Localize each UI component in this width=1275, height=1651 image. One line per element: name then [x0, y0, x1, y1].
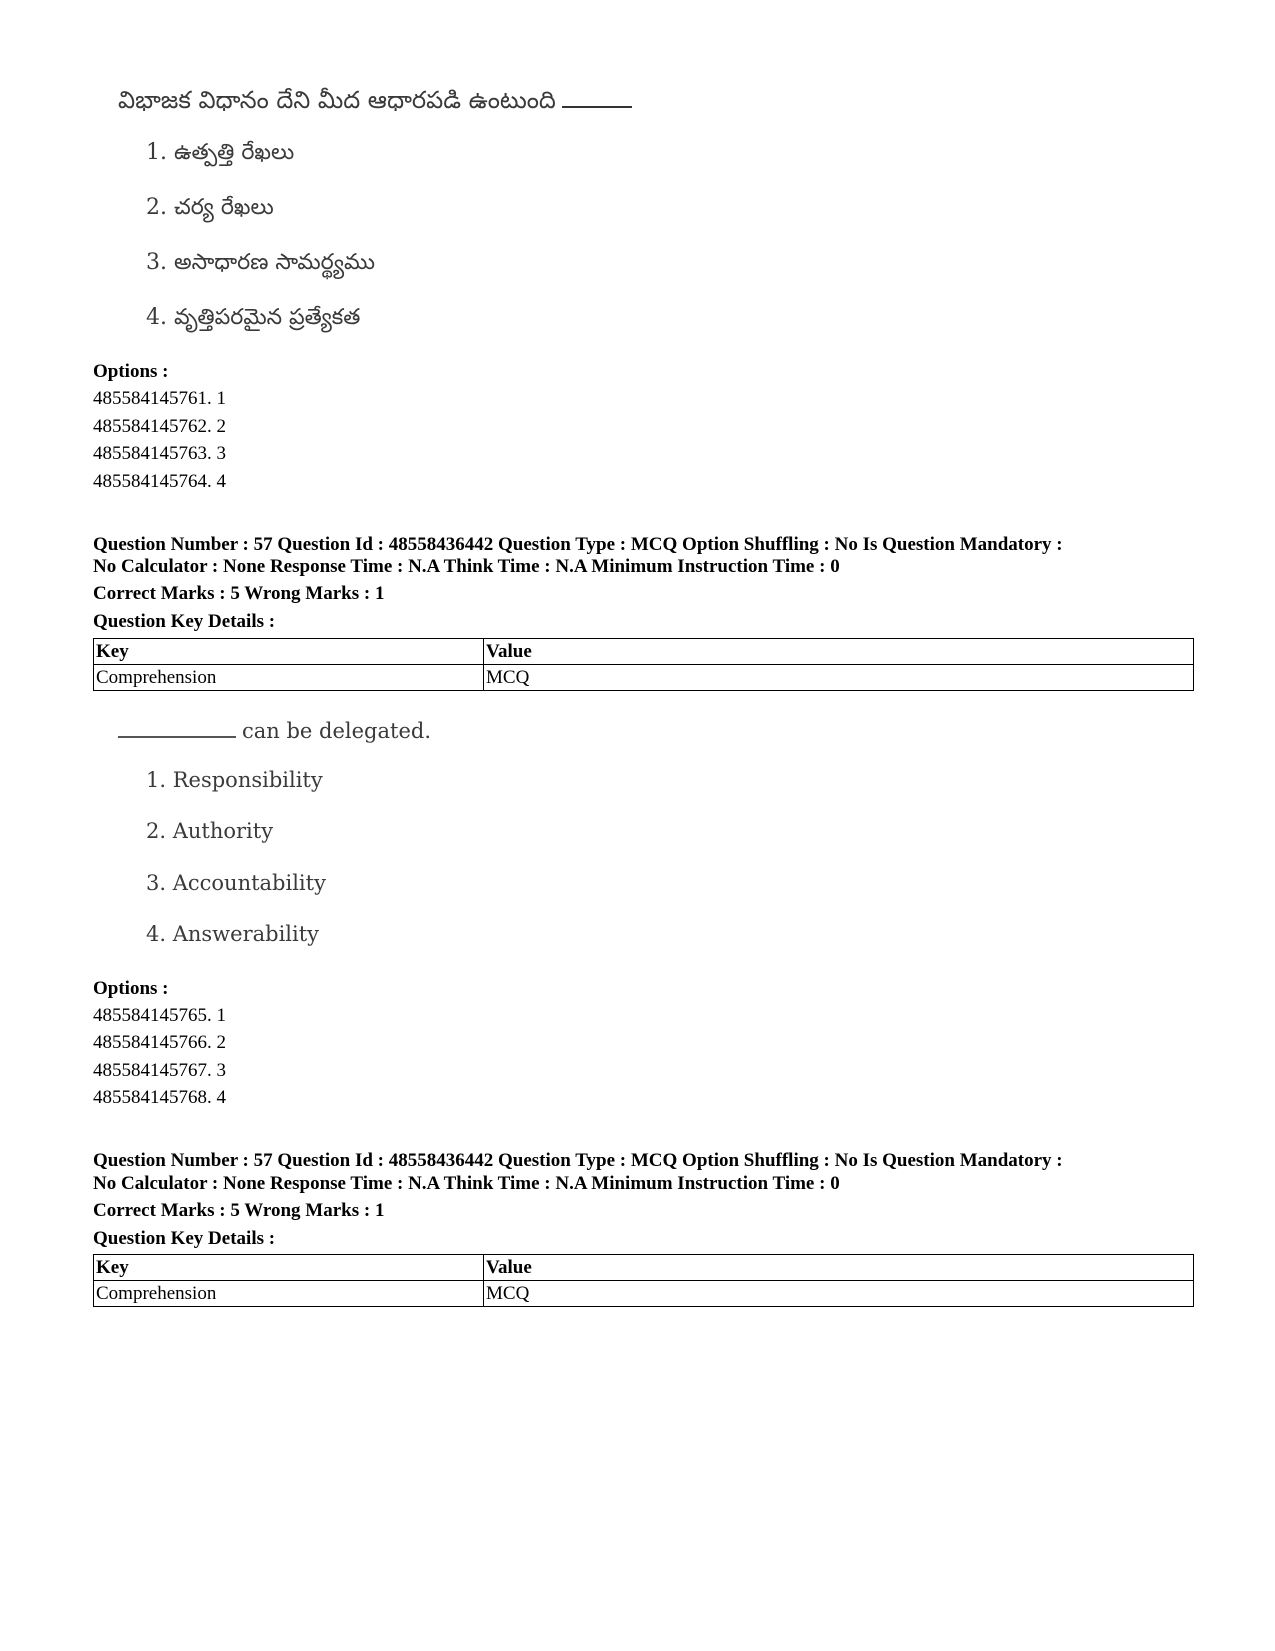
table-row	[94, 1281, 1194, 1307]
table-header-key: Key	[94, 1255, 484, 1281]
question-marks: Correct Marks : 5 Wrong Marks : 1	[93, 1200, 385, 1221]
question-option-3: 3. Accountability	[146, 871, 326, 895]
answer-blank	[562, 86, 632, 108]
option-id-3: 485584145763. 3	[93, 443, 226, 464]
option-id-4: 485584145768. 4	[93, 1087, 226, 1108]
table-header-key: Key	[94, 639, 484, 665]
question-option-1: 1. Responsibility	[146, 768, 323, 792]
table-cell-key: Comprehension	[94, 1281, 484, 1307]
question-option-4: 4. Answerability	[146, 922, 320, 946]
options-heading: Options :	[93, 361, 169, 382]
question-stem-text: can be delegated.	[242, 719, 431, 743]
option-id-1: 485584145761. 1	[93, 388, 226, 409]
key-value-table	[93, 1254, 1194, 1307]
question-meta-line1: Question Number : 57 Question Id : 48558436442 Question Type : MCQ Option Shuffling : No Is Question Mandatory :	[93, 1150, 1063, 1171]
table-header-value: Value	[484, 639, 1194, 665]
option-id-2: 485584145766. 2	[93, 1032, 226, 1053]
table-cell-value: MCQ	[484, 1281, 1194, 1307]
question-key-details-heading: Question Key Details :	[93, 1228, 276, 1249]
key-value-table	[93, 638, 1194, 691]
table-cell-key: Comprehension	[94, 665, 484, 691]
question-option-2: 2. Authority	[146, 819, 274, 843]
option-id-3: 485584145767. 3	[93, 1060, 226, 1081]
table-header-value: Value	[484, 1255, 1194, 1281]
question-stem	[118, 716, 518, 743]
question-option-1: 1. ఉత్పత్తి రేఖలు	[146, 140, 295, 165]
question-key-details-heading: Question Key Details :	[93, 611, 276, 632]
option-id-2: 485584145762. 2	[93, 416, 226, 437]
question-stem	[118, 86, 818, 120]
question-meta-line2: No Calculator : None Response Time : N.A Think Time : N.A Minimum Instruction Time : 0	[93, 556, 840, 577]
options-heading: Options :	[93, 978, 169, 999]
question-option-4: 4. వృత్తిపరమైన ప్రత్యేకత	[146, 305, 361, 330]
table-header-row	[94, 1255, 1194, 1281]
option-id-1: 485584145765. 1	[93, 1005, 226, 1026]
question-option-3: 3. అసాధారణ సామర్థ్యము	[146, 250, 375, 275]
table-header-row	[94, 639, 1194, 665]
question-meta-line1: Question Number : 57 Question Id : 48558436442 Question Type : MCQ Option Shuffling : No Is Question Mandatory :	[93, 534, 1063, 555]
question-image-telugu	[118, 86, 818, 346]
question-marks: Correct Marks : 5 Wrong Marks : 1	[93, 583, 385, 604]
option-id-4: 485584145764. 4	[93, 471, 226, 492]
table-cell-value: MCQ	[484, 665, 1194, 691]
question-image-english	[118, 716, 518, 956]
answer-blank	[118, 716, 236, 738]
question-meta-line2: No Calculator : None Response Time : N.A Think Time : N.A Minimum Instruction Time : 0	[93, 1173, 840, 1194]
table-row	[94, 665, 1194, 691]
question-option-2: 2. చర్య రేఖలు	[146, 195, 274, 220]
question-stem-text: విభాజక విధానం దేని మీద ఆధారపడి ఉంటుంది	[118, 86, 556, 114]
